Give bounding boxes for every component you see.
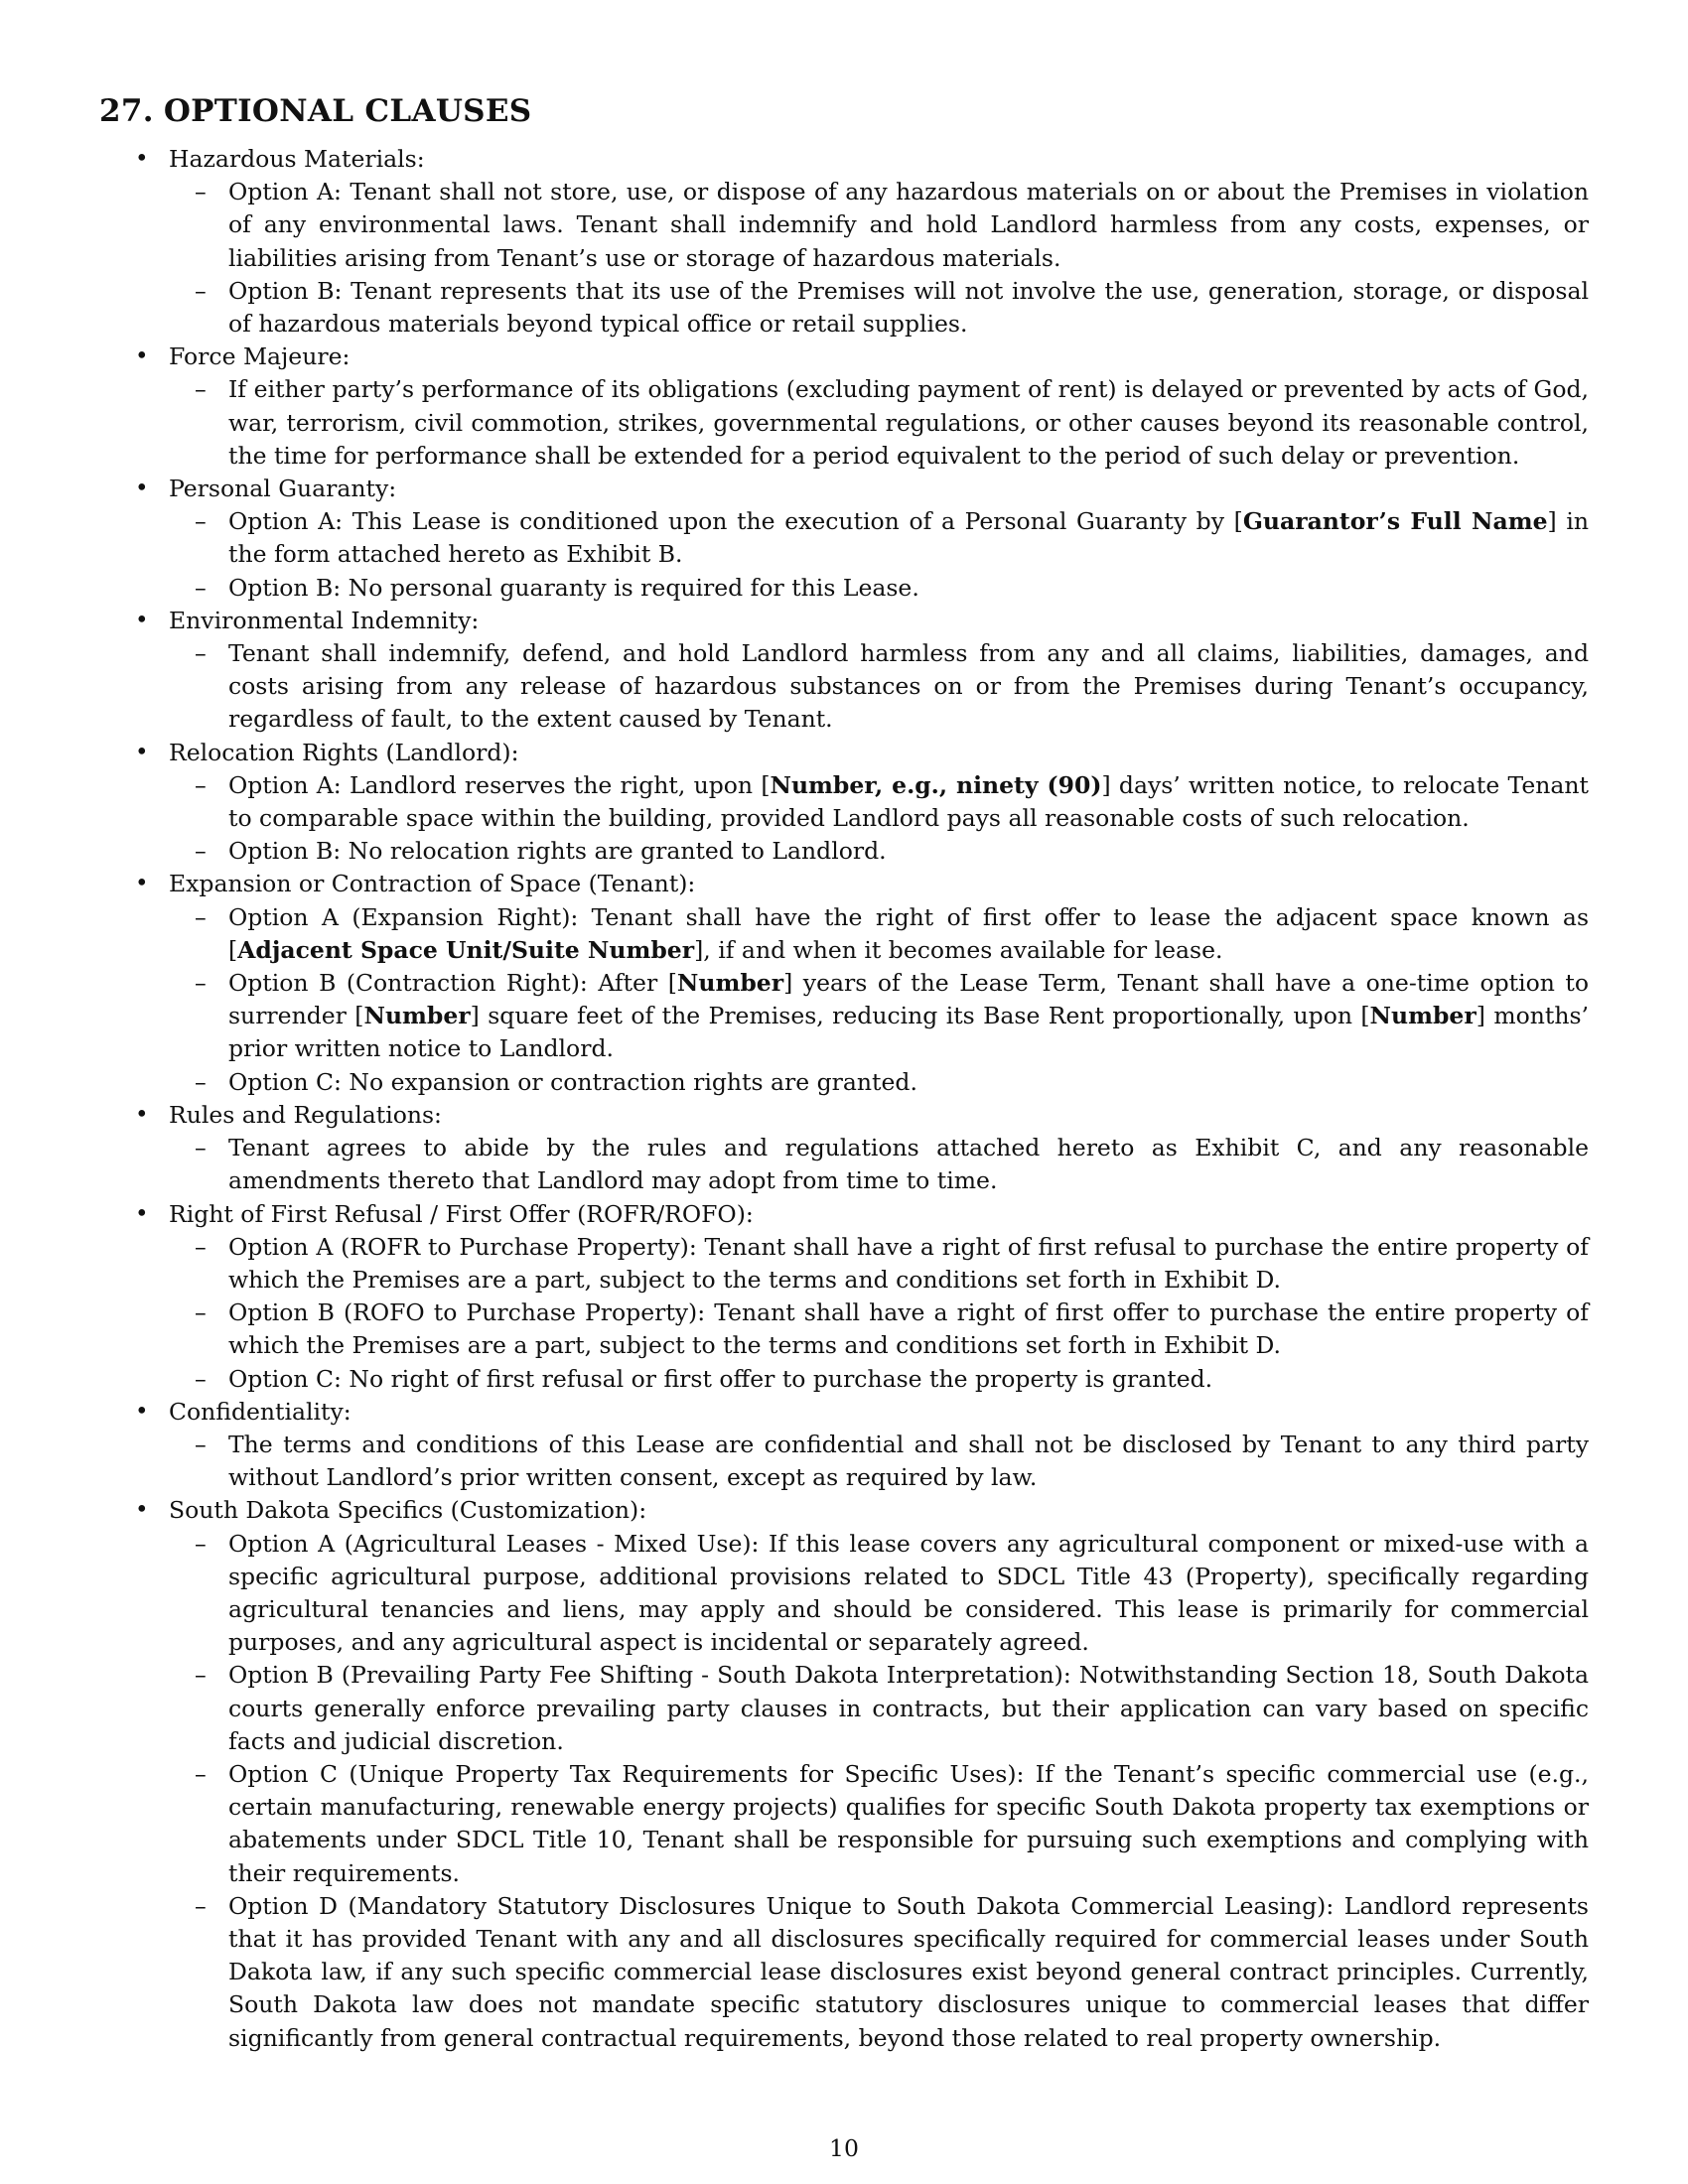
clause-item <box>99 341 1589 473</box>
clause-option <box>169 1132 1589 1197</box>
option-text: Tenant agrees to abide by the rules and regulations attached hereto as Exhibit C, and any reasonable amendments thereto that Landlord may adopt from time to time. <box>228 1134 1589 1195</box>
clause-title: Rules and Regulations: <box>169 1100 442 1129</box>
placeholder-field: Adjacent Space Unit/Suite Number <box>237 935 695 964</box>
bullet-icon: • <box>135 871 149 897</box>
clause-option <box>169 1429 1589 1494</box>
page-number: 10 <box>829 2134 859 2162</box>
option-text: Option D (Mandatory Statutory Disclosures Unique to South Dakota Commercial Leasing): Landlord represents that it has provided Tenant with any and all disclosures specifically required for commercial leases under South Dakota law, if any such specific commercial lease disclosures exist beyond general contract principles. Currently, South Dakota law does not mandate specific statutory disclosures unique to commercial leases that differ significantly from general contractual requirements, beyond those related to real property ownership. <box>228 1891 1589 2052</box>
clause-title: Expansion or Contraction of Space (Tenant): <box>169 870 696 898</box>
dash-icon: – <box>195 178 207 206</box>
bullet-icon: • <box>135 1200 149 1227</box>
section-heading <box>99 91 1589 131</box>
clause-option <box>169 637 1589 737</box>
clause-option <box>169 1231 1589 1297</box>
clause-option <box>169 1659 1589 1758</box>
option-text: Option C: No right of first refusal or first offer to purchase the property is granted. <box>228 1364 1213 1393</box>
section-number: 27. <box>99 93 154 129</box>
dash-icon: – <box>195 276 207 305</box>
dash-icon: – <box>195 507 207 536</box>
clause-option <box>169 967 1589 1066</box>
clause-title: Personal Guaranty: <box>169 475 397 503</box>
dash-icon: – <box>195 639 207 668</box>
bullet-icon: • <box>135 739 149 765</box>
bullet-icon: • <box>135 476 149 502</box>
dash-icon: – <box>195 573 207 602</box>
option-text: Option B: No relocation rights are granted to Landlord. <box>228 837 887 866</box>
option-text: If either party’s performance of its obligations (excluding payment of rent) is delayed or prevented by acts of God, war, terrorism, civil commotion, strikes, governmental regulations, or other causes beyond its reasonable control, the time for performance shall be extended for a period equivalent to the period of such delay or prevention. <box>228 375 1589 470</box>
bullet-icon: • <box>135 343 149 370</box>
dash-icon: – <box>195 1067 207 1096</box>
bullet-icon: • <box>135 1497 149 1524</box>
option-text: Option B: Tenant represents that its use of the Premises will not involve the use, generation, storage, or disposal of hazardous materials beyond typical office or retail supplies. <box>228 276 1589 339</box>
bullet-icon: • <box>135 1398 149 1425</box>
dash-icon: – <box>195 902 207 931</box>
clause-item <box>99 143 1589 341</box>
clause-option <box>169 1297 1589 1362</box>
clause-item <box>99 1494 1589 2054</box>
clause-item <box>99 1099 1589 1198</box>
clause-list <box>99 143 1589 2055</box>
option-text: Option B (Prevailing Party Fee Shifting - South Dakota Interpretation): Notwithstanding Section 18, South Dakota courts generally enforce prevailing party clauses in contracts, but their application can vary based on specific facts and judicial discretion. <box>228 1661 1589 1755</box>
clause-option <box>169 835 1589 868</box>
clause-item <box>99 473 1589 605</box>
placeholder-field: Number, e.g., ninety (90) <box>770 770 1102 799</box>
option-text: Tenant shall indemnify, defend, and hold Landlord harmless from any and all claims, liabilities, damages, and costs arising from any release of hazardous substances on or from the Premises during Tenant’s occupancy, regardless of fault, to the extent caused by Tenant. <box>228 639 1589 734</box>
clause-option <box>169 572 1589 605</box>
clause-options <box>169 1429 1589 1494</box>
clause-item <box>99 1396 1589 1495</box>
clause-item <box>99 1198 1589 1396</box>
placeholder-field: Number <box>676 969 784 998</box>
dash-icon: – <box>195 837 207 866</box>
document-page <box>99 91 1589 2055</box>
clause-options <box>169 637 1589 737</box>
clause-options <box>169 1231 1589 1396</box>
clause-option <box>169 1528 1589 1660</box>
clause-option <box>169 1890 1589 2055</box>
clause-option <box>169 373 1589 473</box>
clause-title: Environmental Indemnity: <box>169 606 480 634</box>
bullet-icon: • <box>135 1101 149 1128</box>
option-text: Option A: Tenant shall not store, use, or dispose of any hazardous materials on or about the Premises in violation of any environmental laws. Tenant shall indemnify and hold Landlord harmless from any costs, expenses, or liabilities arising from Tenant’s use or storage of hazardous materials. <box>228 178 1589 272</box>
clause-option <box>169 1066 1589 1099</box>
clause-item <box>99 605 1589 737</box>
placeholder-field: Number <box>363 1002 471 1030</box>
bullet-icon: • <box>135 146 149 172</box>
clause-option <box>169 505 1589 571</box>
dash-icon: – <box>195 1430 207 1458</box>
option-text: Option A (ROFR to Purchase Property): Tenant shall have a right of first refusal to purchase the entire property of which the Premises are a part, subject to the terms and conditions set forth in Exhibit D. <box>228 1232 1589 1294</box>
clause-options <box>169 1528 1589 2055</box>
dash-icon: – <box>195 1759 207 1788</box>
option-text: Option C (Unique Property Tax Requirements for Specific Uses): If the Tenant’s specific commercial use (e.g., certain manufacturing, renewable energy projects) qualifies for specific South Dakota property tax exemptions or abatements under SDCL Title 10, Tenant shall be responsible for pursuing such exemptions and complying with their requirements. <box>228 1759 1589 1887</box>
clause-options <box>169 373 1589 473</box>
clause-title: Right of First Refusal / First Offer (ROFR/ROFO): <box>169 1199 754 1228</box>
clause-option <box>169 901 1589 967</box>
placeholder-field: Guarantor’s Full Name <box>1242 507 1548 536</box>
dash-icon: – <box>195 1298 207 1327</box>
clause-options <box>169 505 1589 605</box>
dash-icon: – <box>195 1134 207 1162</box>
option-text: Option B: No personal guaranty is required for this Lease. <box>228 573 919 602</box>
dash-icon: – <box>195 770 207 799</box>
clause-options <box>169 176 1589 341</box>
clause-title: Hazardous Materials: <box>169 145 425 173</box>
bullet-icon: • <box>135 607 149 633</box>
section-title: OPTIONAL CLAUSES <box>163 93 532 129</box>
dash-icon: – <box>195 1364 207 1393</box>
option-text: Option A (Expansion Right): Tenant shall have the right of first offer to lease the adjacent space known as [Adjacent Space Unit/Suite Number], if and when it becomes available for lease. <box>228 902 1589 964</box>
clause-option <box>169 176 1589 275</box>
clause-option <box>169 1363 1589 1396</box>
clause-title: Force Majeure: <box>169 342 351 371</box>
clause-item <box>99 737 1589 869</box>
option-text: Option B (ROFO to Purchase Property): Tenant shall have a right of first offer to purchase the entire property of which the Premises are a part, subject to the terms and conditions set forth in Exhibit D. <box>228 1298 1589 1360</box>
option-text: Option A: This Lease is conditioned upon the execution of a Personal Guaranty by [Guarantor’s Full Name] in the form attached hereto as Exhibit B. <box>228 507 1589 569</box>
option-text: Option A: Landlord reserves the right, upon [Number, e.g., ninety (90)] days’ written notice, to relocate Tenant to comparable space within the building, provided Landlord pays all reasonable costs of such relocation. <box>228 770 1590 833</box>
option-text: Option A (Agricultural Leases - Mixed Use): If this lease covers any agricultural component or mixed-use with a specific agricultural purpose, additional provisions related to SDCL Title 43 (Property), specifically regarding agricultural tenancies and liens, may apply and should be considered. This lease is primarily for commercial purposes, and any agricultural aspect is incidental or separately agreed. <box>228 1529 1589 1657</box>
clause-item <box>99 868 1589 1098</box>
dash-icon: – <box>195 1529 207 1558</box>
clause-title: Confidentiality: <box>169 1397 352 1426</box>
clause-options <box>169 769 1589 869</box>
clause-options <box>169 1132 1589 1197</box>
dash-icon: – <box>195 375 207 404</box>
clause-option <box>169 275 1589 341</box>
dash-icon: – <box>195 1661 207 1690</box>
dash-icon: – <box>195 1891 207 1920</box>
option-text: The terms and conditions of this Lease are confidential and shall not be disclosed by Tenant to any third party without Landlord’s prior written consent, except as required by law. <box>228 1430 1589 1492</box>
clause-options <box>169 901 1589 1099</box>
option-text: Option C: No expansion or contraction rights are granted. <box>228 1067 917 1096</box>
clause-option <box>169 1758 1589 1890</box>
clause-option <box>169 769 1589 835</box>
clause-title: Relocation Rights (Landlord): <box>169 738 519 766</box>
option-text: Option B (Contraction Right): After [Number] years of the Lease Term, Tenant shall have a one-time option to surrender [Number] square feet of the Premises, reducing its Base Rent proportionally, upon [Number] months’ prior written notice to Landlord. <box>228 969 1589 1063</box>
dash-icon: – <box>195 1232 207 1261</box>
clause-title: South Dakota Specifics (Customization): <box>169 1496 647 1525</box>
placeholder-field: Number <box>1369 1002 1477 1030</box>
dash-icon: – <box>195 969 207 998</box>
